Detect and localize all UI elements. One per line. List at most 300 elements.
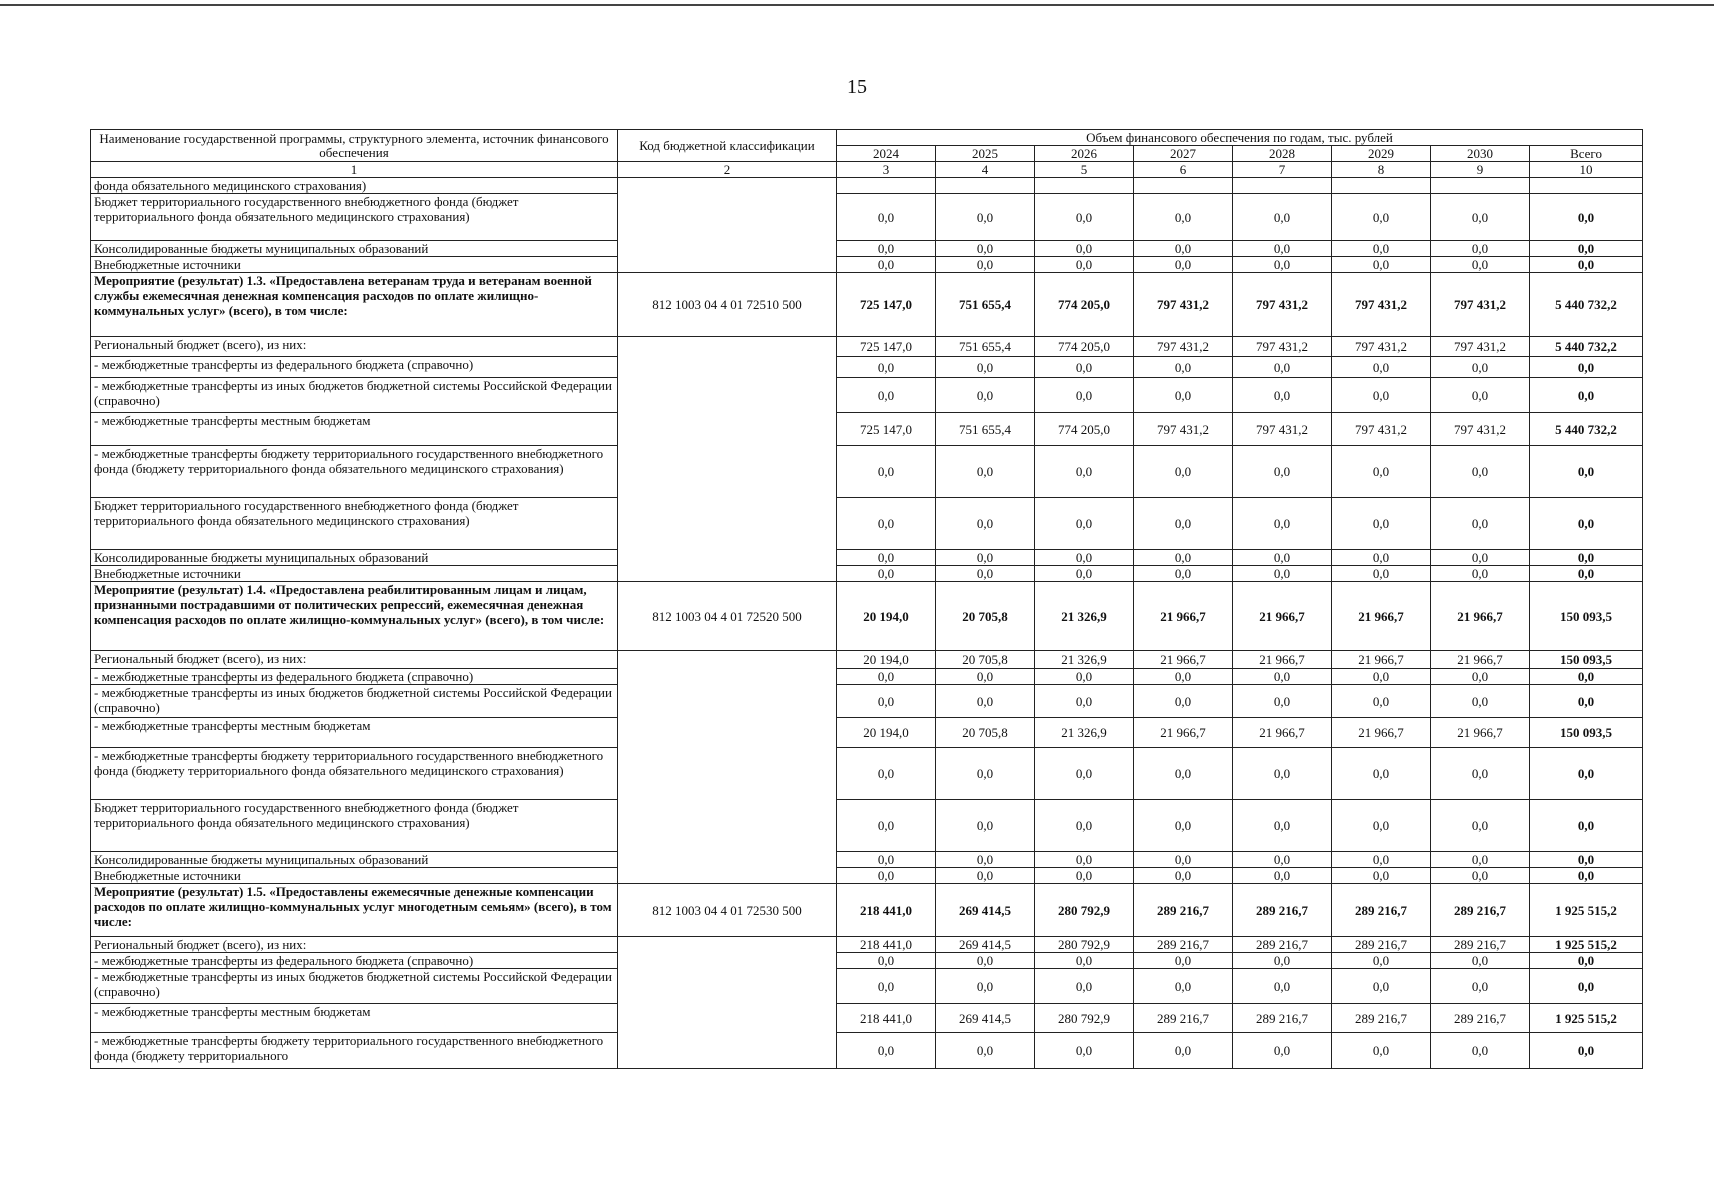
table-row	[91, 378, 1643, 413]
column-number: 5	[1035, 162, 1134, 178]
total-value: 150 093,5	[1530, 651, 1643, 669]
table-row	[91, 337, 1643, 357]
year-value: 0,0	[936, 685, 1035, 718]
year-value: 0,0	[1431, 498, 1530, 550]
row-name: Мероприятие (результат) 1.3. «Предоставлена ветеранам труда и ветеранам военной службы ежемесячная денежная компенсация расходов по оплате жилищно-коммунальных услуг» (всего), в том числе:	[91, 273, 618, 337]
year-value: 0,0	[1431, 852, 1530, 868]
header-year: 2028	[1233, 146, 1332, 162]
row-name: - межбюджетные трансферты местным бюджетам	[91, 413, 618, 446]
event-row	[91, 582, 1643, 651]
year-value: 0,0	[837, 498, 936, 550]
year-value: 0,0	[1035, 669, 1134, 685]
year-value: 0,0	[837, 953, 936, 969]
row-name: Консолидированные бюджеты муниципальных образований	[91, 241, 618, 257]
year-value: 289 216,7	[1431, 937, 1530, 953]
year-value: 21 326,9	[1035, 582, 1134, 651]
row-name: Внебюджетные источники	[91, 257, 618, 273]
budget-code-empty	[618, 937, 837, 1069]
year-value: 21 966,7	[1332, 651, 1431, 669]
total-value: 0,0	[1530, 685, 1643, 718]
year-value: 0,0	[936, 852, 1035, 868]
year-value: 21 966,7	[1332, 718, 1431, 748]
year-value: 0,0	[1332, 953, 1431, 969]
total-value: 0,0	[1530, 1033, 1643, 1069]
year-value: 0,0	[1134, 969, 1233, 1004]
year-value: 0,0	[1134, 868, 1233, 884]
year-value: 0,0	[837, 748, 936, 800]
year-value: 0,0	[936, 1033, 1035, 1069]
budget-table	[90, 129, 1643, 1069]
year-value: 0,0	[1233, 969, 1332, 1004]
year-value: 289 216,7	[1134, 1004, 1233, 1033]
table-row	[91, 852, 1643, 868]
year-value: 20 194,0	[837, 582, 936, 651]
year-value: 21 966,7	[1134, 718, 1233, 748]
budget-code: 812 1003 04 4 01 72510 500	[618, 273, 837, 337]
year-value: 797 431,2	[1233, 337, 1332, 357]
year-value: 797 431,2	[1233, 273, 1332, 337]
year-value: 21 326,9	[1035, 651, 1134, 669]
header-year: 2026	[1035, 146, 1134, 162]
table-body	[91, 178, 1643, 1069]
year-value: 0,0	[1035, 953, 1134, 969]
year-value: 0,0	[1233, 868, 1332, 884]
row-name: - межбюджетные трансферты из иных бюджетов бюджетной системы Российской Федерации (справочно)	[91, 969, 618, 1004]
year-value: 774 205,0	[1035, 337, 1134, 357]
year-value: 0,0	[837, 1033, 936, 1069]
year-value: 0,0	[1332, 852, 1431, 868]
year-value: 797 431,2	[1134, 273, 1233, 337]
total-value	[1530, 178, 1643, 194]
header-total: Всего	[1530, 146, 1643, 162]
total-value: 0,0	[1530, 868, 1643, 884]
year-value: 0,0	[1233, 498, 1332, 550]
year-value: 0,0	[1035, 550, 1134, 566]
year-value	[1134, 178, 1233, 194]
table-row	[91, 566, 1643, 582]
column-number: 2	[618, 162, 837, 178]
year-value	[1233, 178, 1332, 194]
total-value: 0,0	[1530, 378, 1643, 413]
year-value: 797 431,2	[1431, 273, 1530, 337]
row-name: - межбюджетные трансферты из федерального бюджета (справочно)	[91, 953, 618, 969]
row-name: Бюджет территориального государственного внебюджетного фонда (бюджет территориального фонда обязательного медицинского страхования)	[91, 498, 618, 550]
year-value: 0,0	[1431, 685, 1530, 718]
year-value: 0,0	[1233, 748, 1332, 800]
year-value: 269 414,5	[936, 1004, 1035, 1033]
year-value: 0,0	[1035, 685, 1134, 718]
table-row	[91, 651, 1643, 669]
year-value: 0,0	[936, 498, 1035, 550]
year-value: 0,0	[1332, 446, 1431, 498]
year-value	[837, 178, 936, 194]
year-value: 0,0	[936, 566, 1035, 582]
column-number: 4	[936, 162, 1035, 178]
year-value: 289 216,7	[1431, 1004, 1530, 1033]
column-number: 3	[837, 162, 936, 178]
row-name: - межбюджетные трансферты из федерального бюджета (справочно)	[91, 669, 618, 685]
row-name: Мероприятие (результат) 1.4. «Предоставлена реабилитированным лицам и лицам, признанными пострадавшими от политических репрессий, ежемесячная денежная компенсация расходов по оплате жилищно-коммунальных услуг» (всего), в том числе:	[91, 582, 618, 651]
year-value: 0,0	[1332, 969, 1431, 1004]
year-value: 0,0	[1332, 241, 1431, 257]
table-row	[91, 357, 1643, 378]
table-row	[91, 685, 1643, 718]
year-value: 797 431,2	[1134, 413, 1233, 446]
total-value: 5 440 732,2	[1530, 337, 1643, 357]
table-row	[91, 446, 1643, 498]
year-value: 0,0	[1431, 378, 1530, 413]
row-name: Региональный бюджет (всего), из них:	[91, 937, 618, 953]
total-value: 5 440 732,2	[1530, 413, 1643, 446]
year-value: 0,0	[1431, 357, 1530, 378]
year-value: 0,0	[1332, 1033, 1431, 1069]
row-name: - межбюджетные трансферты из иных бюджетов бюджетной системы Российской Федерации (справочно)	[91, 378, 618, 413]
table-row	[91, 937, 1643, 953]
year-value: 797 431,2	[1332, 413, 1431, 446]
year-value: 0,0	[837, 868, 936, 884]
total-value: 0,0	[1530, 953, 1643, 969]
year-value: 0,0	[837, 550, 936, 566]
year-value: 0,0	[1035, 852, 1134, 868]
page-number: 15	[847, 76, 867, 98]
year-value: 21 966,7	[1233, 651, 1332, 669]
table-row	[91, 498, 1643, 550]
year-value: 0,0	[837, 800, 936, 852]
table-row	[91, 550, 1643, 566]
year-value: 0,0	[1134, 378, 1233, 413]
year-value: 21 966,7	[1233, 582, 1332, 651]
table-row	[91, 178, 1643, 194]
year-value: 0,0	[1332, 378, 1431, 413]
total-value: 0,0	[1530, 800, 1643, 852]
year-value: 0,0	[936, 357, 1035, 378]
year-value: 218 441,0	[837, 1004, 936, 1033]
year-value	[1431, 178, 1530, 194]
year-value: 0,0	[837, 194, 936, 241]
year-value: 0,0	[1035, 194, 1134, 241]
year-value: 0,0	[1035, 378, 1134, 413]
header-year: 2024	[837, 146, 936, 162]
year-value: 0,0	[1233, 1033, 1332, 1069]
year-value: 0,0	[1332, 800, 1431, 852]
year-value: 280 792,9	[1035, 884, 1134, 937]
year-value: 0,0	[1134, 550, 1233, 566]
header-year: 2030	[1431, 146, 1530, 162]
table-row	[91, 953, 1643, 969]
year-value: 0,0	[1233, 550, 1332, 566]
year-value: 0,0	[1431, 241, 1530, 257]
year-value: 751 655,4	[936, 273, 1035, 337]
year-value: 0,0	[1332, 194, 1431, 241]
year-value: 0,0	[1431, 566, 1530, 582]
header-volume: Объем финансового обеспечения по годам, тыс. рублей	[837, 130, 1643, 146]
year-value: 797 431,2	[1332, 337, 1431, 357]
year-value: 0,0	[1332, 357, 1431, 378]
year-value: 21 326,9	[1035, 718, 1134, 748]
year-value: 0,0	[1431, 969, 1530, 1004]
year-value	[1332, 178, 1431, 194]
year-value: 0,0	[1035, 257, 1134, 273]
year-value: 0,0	[837, 852, 936, 868]
year-value: 0,0	[1134, 566, 1233, 582]
total-value: 1 925 515,2	[1530, 1004, 1643, 1033]
total-value: 0,0	[1530, 969, 1643, 1004]
table-row	[91, 194, 1643, 241]
table-row	[91, 969, 1643, 1004]
year-value: 797 431,2	[1332, 273, 1431, 337]
row-name: Региональный бюджет (всего), из них:	[91, 651, 618, 669]
header-year: 2025	[936, 146, 1035, 162]
total-value: 0,0	[1530, 194, 1643, 241]
year-value: 0,0	[1431, 1033, 1530, 1069]
event-row	[91, 884, 1643, 937]
year-value: 289 216,7	[1134, 884, 1233, 937]
year-value: 0,0	[936, 241, 1035, 257]
year-value: 0,0	[1035, 1033, 1134, 1069]
year-value: 289 216,7	[1332, 937, 1431, 953]
year-value: 0,0	[837, 357, 936, 378]
year-value: 0,0	[1035, 748, 1134, 800]
year-value: 289 216,7	[1332, 884, 1431, 937]
year-value: 0,0	[1233, 669, 1332, 685]
table-row	[91, 1004, 1643, 1033]
total-value: 0,0	[1530, 257, 1643, 273]
year-value: 751 655,4	[936, 413, 1035, 446]
year-value: 0,0	[1332, 257, 1431, 273]
year-value: 21 966,7	[1431, 582, 1530, 651]
year-value: 797 431,2	[1431, 337, 1530, 357]
table-row	[91, 1033, 1643, 1069]
event-row	[91, 273, 1643, 337]
header-code: Код бюджетной классификации	[618, 130, 837, 162]
year-value: 0,0	[936, 868, 1035, 884]
row-name: Региональный бюджет (всего), из них:	[91, 337, 618, 357]
year-value: 797 431,2	[1233, 413, 1332, 446]
total-value: 0,0	[1530, 357, 1643, 378]
year-value: 725 147,0	[837, 273, 936, 337]
year-value: 21 966,7	[1134, 651, 1233, 669]
year-value: 0,0	[936, 953, 1035, 969]
table-row	[91, 748, 1643, 800]
row-name: Бюджет территориального государственного внебюджетного фонда (бюджет территориального фонда обязательного медицинского страхования)	[91, 194, 618, 241]
year-value: 797 431,2	[1134, 337, 1233, 357]
year-value: 0,0	[1233, 685, 1332, 718]
year-value: 0,0	[837, 969, 936, 1004]
year-value: 751 655,4	[936, 337, 1035, 357]
year-value: 21 966,7	[1431, 651, 1530, 669]
year-value: 0,0	[1134, 257, 1233, 273]
year-value: 0,0	[1233, 953, 1332, 969]
year-value: 0,0	[1233, 852, 1332, 868]
column-number: 6	[1134, 162, 1233, 178]
year-value: 20 194,0	[837, 718, 936, 748]
year-value: 0,0	[1233, 566, 1332, 582]
year-value: 0,0	[837, 685, 936, 718]
year-value: 0,0	[1035, 868, 1134, 884]
year-value: 0,0	[1035, 969, 1134, 1004]
year-value: 0,0	[1431, 550, 1530, 566]
budget-code-empty	[618, 337, 837, 582]
year-value: 0,0	[1233, 446, 1332, 498]
year-value: 0,0	[1233, 378, 1332, 413]
year-value: 797 431,2	[1431, 413, 1530, 446]
year-value: 0,0	[936, 748, 1035, 800]
year-value: 0,0	[1035, 446, 1134, 498]
year-value: 280 792,9	[1035, 937, 1134, 953]
budget-code-empty	[618, 651, 837, 884]
column-number: 1	[91, 162, 618, 178]
budget-code: 812 1003 04 4 01 72520 500	[618, 582, 837, 651]
year-value: 21 966,7	[1233, 718, 1332, 748]
total-value: 0,0	[1530, 241, 1643, 257]
year-value: 0,0	[1332, 550, 1431, 566]
table-row	[91, 800, 1643, 852]
row-name: - межбюджетные трансферты из федерального бюджета (справочно)	[91, 357, 618, 378]
year-value: 218 441,0	[837, 937, 936, 953]
row-name: Внебюджетные источники	[91, 868, 618, 884]
total-value: 1 925 515,2	[1530, 937, 1643, 953]
year-value: 0,0	[1431, 669, 1530, 685]
year-value: 0,0	[1332, 685, 1431, 718]
year-value: 218 441,0	[837, 884, 936, 937]
year-value: 0,0	[1035, 566, 1134, 582]
year-value: 21 966,7	[1431, 718, 1530, 748]
year-value: 0,0	[1332, 669, 1431, 685]
year-value: 0,0	[1134, 357, 1233, 378]
year-value: 20 705,8	[936, 582, 1035, 651]
year-value: 0,0	[1134, 669, 1233, 685]
year-value: 0,0	[936, 550, 1035, 566]
header-year: 2029	[1332, 146, 1431, 162]
total-value: 1 925 515,2	[1530, 884, 1643, 937]
year-value	[936, 178, 1035, 194]
column-number: 9	[1431, 162, 1530, 178]
row-name: - межбюджетные трансферты из иных бюджетов бюджетной системы Российской Федерации (справочно)	[91, 685, 618, 718]
year-value: 289 216,7	[1134, 937, 1233, 953]
year-value: 0,0	[1332, 748, 1431, 800]
year-value: 0,0	[1233, 257, 1332, 273]
total-value: 0,0	[1530, 566, 1643, 582]
year-value: 289 216,7	[1431, 884, 1530, 937]
year-value: 0,0	[1134, 498, 1233, 550]
year-value: 289 216,7	[1233, 937, 1332, 953]
year-value: 0,0	[1233, 241, 1332, 257]
year-value: 0,0	[1134, 1033, 1233, 1069]
year-value: 21 966,7	[1332, 582, 1431, 651]
row-name: Консолидированные бюджеты муниципальных образований	[91, 852, 618, 868]
budget-code-empty	[618, 178, 837, 273]
year-value: 0,0	[1431, 800, 1530, 852]
year-value: 289 216,7	[1233, 884, 1332, 937]
year-value: 0,0	[837, 566, 936, 582]
year-value: 0,0	[1332, 868, 1431, 884]
row-name: Бюджет территориального государственного внебюджетного фонда (бюджет территориального фонда обязательного медицинского страхования)	[91, 800, 618, 852]
year-value: 0,0	[1233, 194, 1332, 241]
row-name: фонда обязательного медицинского страхования)	[91, 178, 618, 194]
year-value: 0,0	[1134, 852, 1233, 868]
year-value: 20 194,0	[837, 651, 936, 669]
year-value: 0,0	[1332, 498, 1431, 550]
year-value: 269 414,5	[936, 937, 1035, 953]
year-value: 0,0	[837, 241, 936, 257]
year-value: 0,0	[1431, 194, 1530, 241]
year-value: 0,0	[837, 257, 936, 273]
table-row	[91, 241, 1643, 257]
year-value: 0,0	[936, 194, 1035, 241]
year-value: 0,0	[936, 446, 1035, 498]
year-value: 0,0	[1332, 566, 1431, 582]
table-row	[91, 257, 1643, 273]
year-value: 0,0	[1134, 194, 1233, 241]
total-value: 0,0	[1530, 748, 1643, 800]
year-value: 0,0	[837, 378, 936, 413]
year-value: 0,0	[1134, 685, 1233, 718]
year-value: 289 216,7	[1332, 1004, 1431, 1033]
year-value: 269 414,5	[936, 884, 1035, 937]
column-number: 8	[1332, 162, 1431, 178]
row-name: - межбюджетные трансферты местным бюджетам	[91, 718, 618, 748]
year-value: 0,0	[1233, 357, 1332, 378]
year-value: 0,0	[1134, 446, 1233, 498]
total-value: 0,0	[1530, 852, 1643, 868]
row-name: Мероприятие (результат) 1.5. «Предоставлены ежемесячные денежные компенсации расходов по оплате жилищно-коммунальных услуг многодетным семьям» (всего), в том числе:	[91, 884, 618, 937]
total-value: 0,0	[1530, 550, 1643, 566]
total-value: 150 093,5	[1530, 718, 1643, 748]
header-year: 2027	[1134, 146, 1233, 162]
year-value: 0,0	[837, 669, 936, 685]
year-value: 0,0	[837, 446, 936, 498]
table-row	[91, 669, 1643, 685]
year-value: 0,0	[1134, 241, 1233, 257]
year-value: 725 147,0	[837, 413, 936, 446]
total-value: 5 440 732,2	[1530, 273, 1643, 337]
column-number: 10	[1530, 162, 1643, 178]
year-value: 0,0	[1431, 446, 1530, 498]
column-number: 7	[1233, 162, 1332, 178]
year-value: 774 205,0	[1035, 273, 1134, 337]
row-name: - межбюджетные трансферты бюджету территориального государственного внебюджетного фонда (бюджету территориального	[91, 1033, 618, 1069]
header-name: Наименование государственной программы, структурного элемента, источник финансового обеспечения	[91, 130, 618, 162]
table-row	[91, 413, 1643, 446]
year-value: 0,0	[1134, 953, 1233, 969]
year-value: 289 216,7	[1233, 1004, 1332, 1033]
year-value: 0,0	[1431, 257, 1530, 273]
row-name: - межбюджетные трансферты местным бюджетам	[91, 1004, 618, 1033]
total-value: 150 093,5	[1530, 582, 1643, 651]
year-value: 0,0	[1134, 800, 1233, 852]
year-value: 0,0	[1233, 800, 1332, 852]
year-value: 0,0	[1035, 800, 1134, 852]
year-value: 20 705,8	[936, 718, 1035, 748]
year-value: 0,0	[936, 969, 1035, 1004]
year-value: 0,0	[1035, 241, 1134, 257]
year-value: 21 966,7	[1134, 582, 1233, 651]
row-name: - межбюджетные трансферты бюджету территориального государственного внебюджетного фонда (бюджету территориального фонда обязательного медицинского страхования)	[91, 748, 618, 800]
page-top-rule	[0, 4, 1714, 6]
total-value: 0,0	[1530, 446, 1643, 498]
year-value: 0,0	[936, 669, 1035, 685]
year-value: 0,0	[1035, 357, 1134, 378]
row-name: Внебюджетные источники	[91, 566, 618, 582]
budget-code: 812 1003 04 4 01 72530 500	[618, 884, 837, 937]
year-value: 0,0	[1035, 498, 1134, 550]
year-value: 0,0	[936, 257, 1035, 273]
year-value: 0,0	[1431, 953, 1530, 969]
total-value: 0,0	[1530, 669, 1643, 685]
year-value: 20 705,8	[936, 651, 1035, 669]
table-row	[91, 868, 1643, 884]
year-value: 0,0	[1431, 748, 1530, 800]
